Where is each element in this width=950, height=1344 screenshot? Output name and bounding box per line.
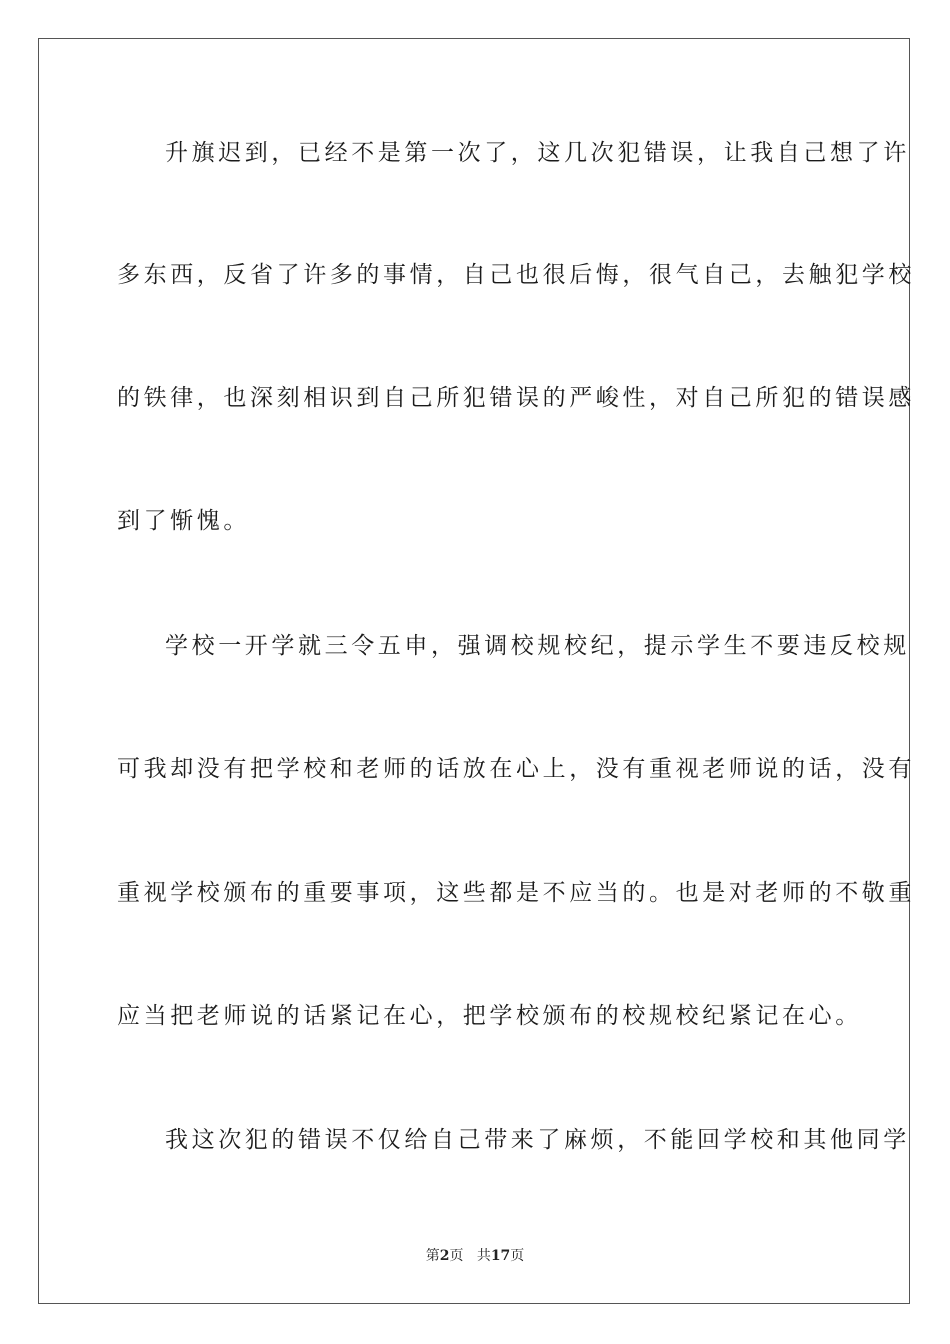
paragraph-3-line-1: 我这次犯的错误不仅给自己带来了麻烦，不能回学校和其他同学 [165,1127,910,1153]
total-prefix: 共 [476,1248,491,1264]
paragraph-1-line-1: 升旗迟到，已经不是第一次了，这几次犯错误，让我自己想了许 [165,140,910,166]
paragraph-2-line-3: 重视学校颁布的重要事项，这些都是不应当的。也是对老师的不敬重 [117,880,915,906]
page-border [38,38,915,1304]
page-footer [0,1247,950,1265]
paragraph-2-line-2: 可我却没有把学校和老师的话放在心上，没有重视老师说的话，没有 [117,756,915,782]
paragraph-2-line-1: 学校一开学就三令五申，强调校规校纪，提示学生不要违反校规 [165,633,910,659]
page-suffix: 页 [449,1248,464,1264]
paragraph-2-line-4: 应当把老师说的话紧记在心，把学校颁布的校规校纪紧记在心。 [117,1003,862,1029]
paragraph-1-line-3: 的铁律，也深刻相识到自己所犯错误的严峻性，对自己所犯的错误感 [117,385,915,411]
paragraph-1-line-4: 到了惭愧。 [117,508,250,534]
total-suffix: 页 [510,1248,525,1264]
paragraph-1-line-2: 多东西，反省了许多的事情，自己也很后悔，很气自己，去触犯学校 [117,262,915,288]
page-number: 2 [439,1248,450,1264]
total-pages: 17 [490,1248,511,1264]
page-prefix: 第 [425,1248,440,1264]
